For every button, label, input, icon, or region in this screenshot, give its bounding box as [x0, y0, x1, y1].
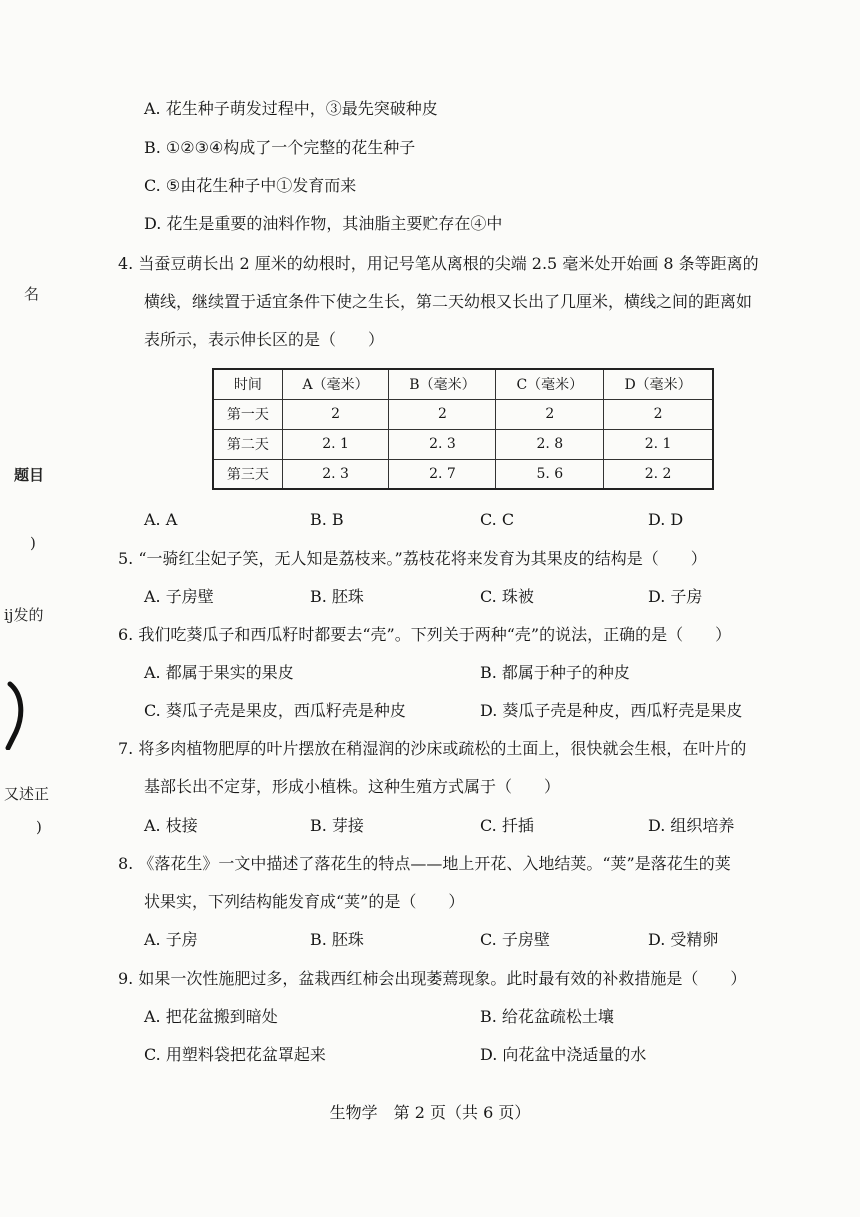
q7-option-a: A. 枝接: [144, 816, 198, 835]
table-header-cell: D（毫米）: [604, 369, 713, 399]
q6-option-b: B. 都属于种子的种皮: [480, 663, 630, 682]
q4-option-a: A. A: [144, 510, 178, 529]
page-footer: 生物学 第 2 页（共 6 页）: [329, 1103, 531, 1122]
q7-option-d: D. 组织培养: [648, 816, 735, 835]
q3-option-d: D. 花生是重要的油料作物，其油脂主要贮存在④中: [144, 214, 503, 233]
table-cell: 2: [496, 399, 604, 429]
q5-option-b: B. 胚珠: [310, 587, 364, 606]
q8-option-c: C. 子房壁: [480, 930, 550, 949]
q9-option-a: A. 把花盆搬到暗处: [144, 1007, 278, 1026]
table-cell: 2. 2: [604, 459, 713, 489]
margin-fragment-title: 题目: [14, 466, 45, 484]
q4-stem-line-2: 横线，继续置于适宜条件下使之生长，第二天幼根又长出了几厘米，横线之间的距离如: [144, 292, 753, 311]
margin-fragment-paren-2: ): [36, 818, 42, 836]
q5-option-d: D. 子房: [648, 587, 703, 606]
table-cell: 2. 3: [282, 459, 389, 489]
q7-stem-line-1: 7. 将多肉植物肥厚的叶片摆放在稍湿润的沙床或疏松的土面上，很快就会生根，在叶片的: [118, 739, 747, 758]
margin-fragment-name: 名: [24, 285, 40, 303]
q6-stem: 6. 我们吃葵瓜子和西瓜籽时都要去“壳”。下列关于两种“壳”的说法，正确的是（ ）: [118, 625, 732, 644]
table-cell: 第三天: [213, 459, 282, 489]
table-header-cell: C（毫米）: [496, 369, 604, 399]
q6-option-c: C. 葵瓜子壳是果皮，西瓜籽壳是种皮: [144, 701, 406, 720]
q4-option-b: B. B: [310, 510, 344, 529]
table-cell: 2. 1: [604, 429, 713, 459]
table-cell: 2. 3: [389, 429, 496, 459]
table-header-cell: B（毫米）: [389, 369, 496, 399]
q8-stem-line-1: 8. 《落花生》一文中描述了落花生的特点——地上开花、入地结荚。“荚”是落花生的荚: [118, 854, 731, 873]
table-row: [213, 429, 713, 459]
q7-option-c: C. 扦插: [480, 816, 534, 835]
q3-option-a: A. 花生种子萌发过程中，③最先突破种皮: [144, 99, 438, 118]
q7-stem-line-2: 基部长出不定芽，形成小植株。这种生殖方式属于（ ）: [144, 777, 561, 796]
margin-fragment-statement: 又述正: [4, 785, 50, 803]
q8-option-d: D. 受精卵: [648, 930, 719, 949]
table-header-cell: 时间: [213, 369, 282, 399]
table-cell: 2: [604, 399, 713, 429]
table-header-row: [213, 369, 713, 399]
q4-option-d: D. D: [648, 510, 684, 529]
q9-stem: 9. 如果一次性施肥过多，盆栽西红柿会出现萎蔫现象。此时最有效的补救措施是（ ）: [118, 969, 747, 988]
q8-option-b: B. 胚珠: [310, 930, 364, 949]
table-cell: 2: [282, 399, 389, 429]
table-cell: 第一天: [213, 399, 282, 429]
table-cell: 2. 1: [282, 429, 389, 459]
q3-option-b: B. ①②③④构成了一个完整的花生种子: [144, 138, 416, 157]
q9-option-d: D. 向花盆中浇适量的水: [480, 1045, 647, 1064]
table-cell: 2. 7: [389, 459, 496, 489]
margin-fragment-paren: ): [30, 534, 36, 552]
margin-scribble-mark: [0, 680, 30, 750]
q4-stem-line-3: 表所示，表示伸长区的是（ ）: [144, 330, 385, 349]
table-cell: 第二天: [213, 429, 282, 459]
q9-option-b: B. 给花盆疏松土壤: [480, 1007, 614, 1026]
q4-stem-line-1: 4. 当蚕豆萌长出 2 厘米的幼根时，用记号笔从离根的尖端 2.5 毫米处开始画 8 条等距离的: [118, 254, 759, 273]
q5-option-a: A. 子房壁: [144, 587, 214, 606]
q3-option-c: C. ⑤由花生种子中①发育而来: [144, 176, 357, 195]
q8-stem-line-2: 状果实，下列结构能发育成“荚”的是（ ）: [144, 892, 465, 911]
table-row: [213, 459, 713, 489]
table-cell: 2. 8: [496, 429, 604, 459]
q9-option-c: C. 用塑料袋把花盆罩起来: [144, 1045, 326, 1064]
root-growth-table: [212, 368, 714, 490]
table-cell: 5. 6: [496, 459, 604, 489]
table-cell: 2: [389, 399, 496, 429]
table-row: [213, 399, 713, 429]
table-header-cell: A（毫米）: [282, 369, 389, 399]
q7-option-b: B. 芽接: [310, 816, 364, 835]
q5-stem: 5. “一骑红尘妃子笑，无人知是荔枝来。”荔枝花将来发育为其果皮的结构是（ ）: [118, 549, 707, 568]
q6-option-d: D. 葵瓜子壳是种皮，西瓜籽壳是果皮: [480, 701, 743, 720]
q5-option-c: C. 珠被: [480, 587, 534, 606]
margin-fragment-germinate: ij发的: [4, 606, 44, 624]
q4-option-c: C. C: [480, 510, 515, 529]
q6-option-a: A. 都属于果实的果皮: [144, 663, 294, 682]
q8-option-a: A. 子房: [144, 930, 198, 949]
